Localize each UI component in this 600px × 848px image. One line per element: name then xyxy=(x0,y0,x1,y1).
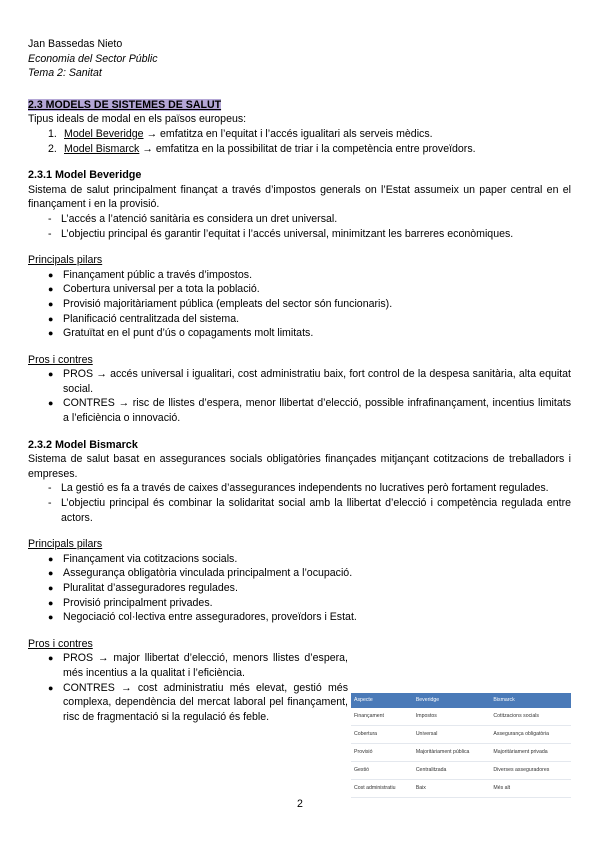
beveridge-pros-cons xyxy=(28,367,571,425)
list-item: 2. Model Bismarck → emfatitza en la possibilitat de triar i la competència entre proveïdors. xyxy=(48,142,476,155)
table-row xyxy=(351,708,571,726)
table-cell: Cost administratiu xyxy=(351,780,413,798)
list-item: ● CONTRES → risc de llistes d’espera, menor llibertat d’elecció, possible infrafinançament, incentius limitats a l’eficiència o innovació. xyxy=(48,397,571,425)
list-item: ● Gratuïtat en el punt d’ús o copagaments molt limitats. xyxy=(48,327,314,340)
list-item: - L’accés a l’atenció sanitària es considera un dret universal. xyxy=(48,212,338,225)
bismarck-pros-cons xyxy=(28,651,348,724)
list-item: ● Provisió majoritàriament pública (empleats del sector són funcionaris). xyxy=(48,297,393,310)
list-item: - L’objectiu principal és garantir l’equitat i l’accés universal, minimitzant les barreres econòmiques. xyxy=(48,227,514,240)
table-cell: Majoritàriament privada xyxy=(490,744,571,762)
table-cell: Gestió xyxy=(351,762,413,780)
section-title: 2.3 MODELS DE SISTEMES DE SALUT xyxy=(28,98,222,111)
bismarck-pros-title: Pros i contres xyxy=(28,637,93,650)
table-header-cell: Aspecte xyxy=(351,693,413,708)
list-item: - La gestió es fa a través de caixes d’assegurances independents no lucratives però fortament regulades. xyxy=(48,482,549,495)
table-cell: Finançament xyxy=(351,708,413,726)
table-cell: Majoritàriament pública xyxy=(413,744,491,762)
table-cell: Més alt xyxy=(490,780,571,798)
list-item: ● PROS → accés universal i igualitari, cost administratiu baix, fort control de la despesa sanitària, alta equitat social. xyxy=(48,368,571,395)
table-cell: Diverses asseguradores xyxy=(490,762,571,780)
table-row xyxy=(351,780,571,798)
beveridge-pillars-title: Principals pilars xyxy=(28,254,103,267)
list-item: ● Provisió principalment privades. xyxy=(48,596,213,609)
document-header xyxy=(28,37,571,81)
document-page xyxy=(28,37,571,724)
table-cell: Universal xyxy=(413,726,491,744)
list-item: ● Finançament via cotitzacions socials. xyxy=(48,552,238,565)
beveridge-points xyxy=(28,212,571,241)
table-header-row xyxy=(351,693,571,708)
list-item: ● Negociació col·lectiva entre asseguradores, proveïdors i Estat. xyxy=(48,611,357,624)
beveridge-pros-title: Pros i contres xyxy=(28,353,93,366)
section-intro: Tipus ideals de modal en els països europeus: xyxy=(28,113,247,126)
list-item: ● Cobertura universal per a tota la població. xyxy=(48,283,260,296)
table-cell: Assegurança obligatòria xyxy=(490,726,571,744)
table-header-cell: Bismarck xyxy=(490,693,571,708)
bismarck-description: Sistema de salut basat en assegurances socials obligatòries finançades mitjançant cotitzacions de treballadors i empreses. xyxy=(28,453,571,480)
table-cell: Baix xyxy=(413,780,491,798)
list-item: ● Assegurança obligatòria vinculada principalment a l’ocupació. xyxy=(48,567,353,580)
table-row xyxy=(351,762,571,780)
table-row xyxy=(351,744,571,762)
list-item: - L’objectiu principal és combinar la solidaritat social amb la llibertat d’elecció i competència regulada entre actors. xyxy=(48,497,571,524)
bismarck-heading: 2.3.2 Model Bismarck xyxy=(28,438,138,451)
topic-name: Tema 2: Sanitat xyxy=(28,67,102,80)
beveridge-pillars xyxy=(28,268,571,341)
list-item: ● Pluralitat d’asseguradores regulades. xyxy=(48,582,238,594)
list-item: ● CONTRES → cost administratiu més elevat, gestió més complexa, dependència del mercat laboral pel finançament, risc de fragmentació si la regulació és feble. xyxy=(48,681,348,723)
beveridge-heading: 2.3.1 Model Beveridge xyxy=(28,169,142,182)
page-number: 2 xyxy=(297,798,303,810)
bismarck-pillars-title: Principals pilars xyxy=(28,538,103,551)
list-item: ● Planificació centralitzada del sistema. xyxy=(48,312,240,325)
comparison-table xyxy=(351,693,571,798)
table-cell: Cobertura xyxy=(351,726,413,744)
table-cell: Provisió xyxy=(351,744,413,762)
table-header-cell: Beveridge xyxy=(413,693,491,708)
list-item: ● PROS → major llibertat d’elecció, menors llistes d’espera, més incentius a la qualitat i l’eficiència. xyxy=(48,652,348,679)
table-row xyxy=(351,726,571,744)
table-cell: Impostos xyxy=(413,708,491,726)
list-item: ● Finançament públic a través d’impostos. xyxy=(48,268,253,281)
bismarck-points xyxy=(28,481,571,525)
list-item: 1. Model Beveridge → emfatitza en l’equitat i l’accés igualitari als serveis mèdics. xyxy=(48,127,433,140)
models-list xyxy=(28,127,571,156)
bismarck-pillars xyxy=(28,552,571,625)
author-name: Jan Bassedas Nieto xyxy=(28,38,123,50)
table-cell: Cotitzacions socials xyxy=(490,708,571,726)
beveridge-description: Sistema de salut principalment finançat a través d’impostos generals on l’Estat assumeix un paper central en el finançament i en la provisió. xyxy=(28,183,571,211)
course-name: Economia del Sector Públic xyxy=(28,52,158,65)
table-cell: Centralitzada xyxy=(413,762,491,780)
